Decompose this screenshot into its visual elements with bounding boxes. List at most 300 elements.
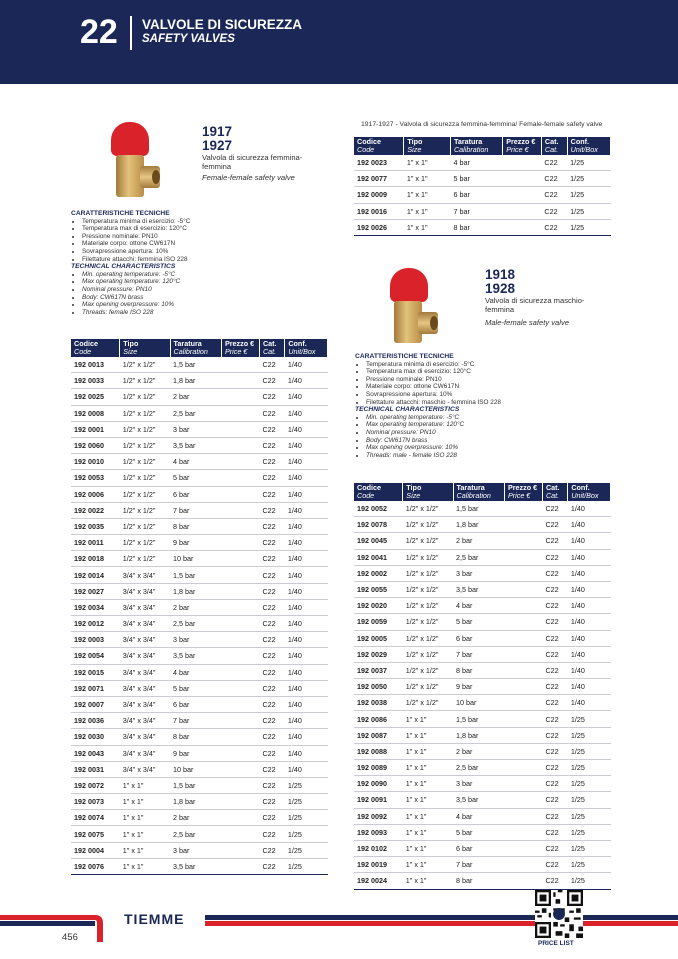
calibration-cell: 2 bar (170, 389, 221, 405)
category-cell: C22 (542, 840, 567, 856)
size-cell: 1/2" x 1/2" (120, 551, 170, 567)
price-cell (221, 567, 259, 583)
code-cell: 192 0019 (354, 857, 403, 873)
category-cell: C22 (542, 679, 567, 695)
price-cell (221, 373, 259, 389)
calibration-cell: 5 bar (170, 470, 221, 486)
spec-item: • Max opening overpressure: 10% (366, 444, 615, 452)
code-cell: 192 0012 (71, 616, 120, 632)
product-description: Valvola di sicurezza femmina-femmina (202, 153, 303, 171)
calibration-cell: 1,5 bar (453, 711, 504, 727)
size-cell: 1" x 1" (403, 776, 453, 792)
price-cell (221, 729, 259, 745)
category-cell: C22 (259, 648, 284, 664)
size-cell: 1/2" x 1/2" (120, 470, 170, 486)
price-cell (504, 646, 542, 662)
table-row (71, 680, 328, 696)
price-cell (504, 857, 542, 873)
calibration-cell: 2 bar (453, 533, 504, 549)
price-cell (504, 840, 542, 856)
code-cell: 192 0088 (354, 743, 403, 759)
box-cell: 1/40 (285, 745, 328, 761)
size-cell: 1" x 1" (120, 826, 170, 842)
calibration-cell: 3,5 bar (170, 858, 221, 874)
table-row (71, 518, 328, 534)
spec-list-it (71, 218, 331, 264)
box-cell: 1/40 (285, 648, 328, 664)
size-cell: 3/4" x 3/4" (120, 729, 170, 745)
size-cell: 3/4" x 3/4" (120, 567, 170, 583)
table-row (354, 695, 611, 711)
calibration-cell: 4 bar (453, 808, 504, 824)
category-cell: C22 (259, 745, 284, 761)
code-cell: 192 0030 (71, 729, 120, 745)
page-number: 456 (62, 932, 78, 943)
calibration-cell: 8 bar (453, 662, 504, 678)
price-cell (504, 533, 542, 549)
box-cell: 1/40 (568, 549, 611, 565)
size-cell: 1" x 1" (403, 840, 453, 856)
size-cell: 1/2" x 1/2" (120, 486, 170, 502)
category-cell: C22 (259, 777, 284, 793)
price-cell (504, 792, 542, 808)
calibration-cell: 2 bar (453, 743, 504, 759)
column-header: Codice Code (354, 137, 404, 155)
box-cell: 1/40 (568, 614, 611, 630)
box-cell: 1/40 (285, 680, 328, 696)
qr-label: PRICE LIST (538, 940, 574, 947)
spec-item: • Pressione nominale: PN10 (366, 376, 615, 384)
table-row (354, 614, 611, 630)
table-row (354, 760, 611, 776)
price-cell (503, 187, 542, 203)
calibration-cell: 2,5 bar (170, 405, 221, 421)
size-cell: 1/2" x 1/2" (120, 518, 170, 534)
table-row (71, 810, 328, 826)
box-cell: 1/40 (285, 373, 328, 389)
table-row (71, 405, 328, 421)
price-cell (504, 565, 542, 581)
table-row (71, 502, 328, 518)
calibration-cell: 7 bar (170, 502, 221, 518)
size-cell: 1/2" x 1/2" (403, 662, 453, 678)
column-header: Codice Code (71, 339, 120, 357)
table-row (354, 824, 611, 840)
spec-list-en (355, 414, 615, 460)
price-cell (221, 454, 259, 470)
price-cell (221, 826, 259, 842)
category-cell: C22 (542, 501, 567, 517)
size-cell: 1/2" x 1/2" (120, 405, 170, 421)
size-cell: 1" x 1" (403, 873, 453, 889)
category-cell: C22 (259, 518, 284, 534)
calibration-cell: 10 bar (170, 551, 221, 567)
box-cell: 1/40 (285, 664, 328, 680)
category-cell: C22 (542, 662, 567, 678)
calibration-cell: 8 bar (170, 729, 221, 745)
product-image-1918 (384, 268, 444, 343)
category-cell: C22 (259, 583, 284, 599)
table-row (71, 713, 328, 729)
size-cell: 3/4" x 3/4" (120, 664, 170, 680)
code-cell: 192 0050 (354, 679, 403, 695)
price-cell (504, 501, 542, 517)
category-cell: C22 (542, 743, 567, 759)
price-cell (221, 761, 259, 777)
category-cell: C22 (542, 581, 567, 597)
category-cell: C22 (259, 794, 284, 810)
category-cell: C22 (542, 808, 567, 824)
price-cell (221, 632, 259, 648)
column-header: Cat. Cat. (542, 483, 567, 501)
size-cell: 3/4" x 3/4" (120, 761, 170, 777)
table-row (354, 187, 611, 203)
code-cell: 192 0087 (354, 727, 403, 743)
box-cell: 1/40 (568, 517, 611, 533)
spec-item: • Sovrapressione apertura: 10% (366, 391, 615, 399)
spec-item: • Min. operating temperature: -5°C (82, 271, 331, 279)
price-cell (504, 873, 542, 889)
qr-code-icon[interactable] (535, 890, 583, 938)
price-cell (504, 614, 542, 630)
box-cell: 1/40 (568, 581, 611, 597)
code-cell: 192 0009 (354, 187, 404, 203)
table-row (354, 873, 611, 889)
table-row (354, 565, 611, 581)
calibration-cell: 10 bar (170, 761, 221, 777)
table-row (71, 842, 328, 858)
table-row (354, 776, 611, 792)
price-cell (504, 598, 542, 614)
price-cell (504, 662, 542, 678)
code-cell: 192 0033 (71, 373, 120, 389)
spec-list-en (71, 271, 331, 317)
calibration-cell: 2,5 bar (453, 760, 504, 776)
product-code-secondary: 1927 (202, 138, 233, 153)
price-cell (221, 648, 259, 664)
calibration-cell: 5 bar (450, 171, 502, 187)
code-cell: 192 0052 (354, 501, 403, 517)
spec-item: • Min. operating temperature: -5°C (366, 414, 615, 422)
category-cell: C22 (259, 842, 284, 858)
size-cell: 1" x 1" (404, 155, 451, 171)
size-cell: 1" x 1" (403, 792, 453, 808)
table-row (354, 711, 611, 727)
category-cell: C22 (259, 761, 284, 777)
category-cell: C22 (542, 873, 567, 889)
size-cell: 1/2" x 1/2" (120, 357, 170, 373)
spec-item: • Filettature attacchi: maschio - femmina ISO 228 (366, 399, 615, 407)
box-cell: 1/40 (285, 470, 328, 486)
price-cell (221, 616, 259, 632)
size-cell: 1/2" x 1/2" (403, 533, 453, 549)
box-cell: 1/25 (568, 873, 611, 889)
category-cell: C22 (542, 695, 567, 711)
price-cell (504, 808, 542, 824)
price-table-ff (71, 339, 328, 875)
spec-item: • Nominal pressure: PN10 (366, 429, 615, 437)
calibration-cell: 3,5 bar (170, 648, 221, 664)
table-row (354, 533, 611, 549)
size-cell: 1" x 1" (120, 794, 170, 810)
price-cell (221, 470, 259, 486)
category-cell: C22 (542, 565, 567, 581)
category-cell: C22 (542, 630, 567, 646)
page-header (0, 0, 678, 84)
size-cell: 3/4" x 3/4" (120, 616, 170, 632)
table-row (354, 501, 611, 517)
spec-list-it (355, 361, 615, 407)
box-cell: 1/40 (285, 518, 328, 534)
category-cell: C22 (259, 729, 284, 745)
calibration-cell: 8 bar (453, 873, 504, 889)
size-cell: 1/2" x 1/2" (120, 373, 170, 389)
size-cell: 1" x 1" (404, 171, 451, 187)
calibration-cell: 5 bar (170, 680, 221, 696)
code-cell: 192 0038 (354, 695, 403, 711)
calibration-cell: 3 bar (453, 776, 504, 792)
price-cell (221, 680, 259, 696)
price-cell (221, 777, 259, 793)
box-cell: 1/25 (568, 824, 611, 840)
category-cell: C22 (259, 421, 284, 437)
table-row (71, 794, 328, 810)
code-cell: 192 0059 (354, 614, 403, 630)
table-row (71, 421, 328, 437)
size-cell: 1" x 1" (120, 858, 170, 874)
column-header: Prezzo € Price € (504, 483, 542, 501)
code-cell: 192 0001 (71, 421, 120, 437)
spec-item: • Threads: male - female ISO 228 (366, 452, 615, 460)
box-cell: 1/25 (285, 810, 328, 826)
calibration-cell: 1,8 bar (170, 583, 221, 599)
box-cell: 1/40 (568, 630, 611, 646)
box-cell: 1/25 (285, 826, 328, 842)
price-table-mf (354, 483, 611, 890)
calibration-cell: 3,5 bar (453, 792, 504, 808)
calibration-cell: 4 bar (170, 664, 221, 680)
box-cell: 1/40 (285, 696, 328, 712)
code-cell: 192 0023 (354, 155, 404, 171)
code-cell: 192 0092 (354, 808, 403, 824)
code-cell: 192 0018 (71, 551, 120, 567)
code-cell: 192 0041 (354, 549, 403, 565)
box-cell: 1/25 (285, 794, 328, 810)
code-cell: 192 0007 (71, 696, 120, 712)
calibration-cell: 7 bar (170, 713, 221, 729)
size-cell: 1/2" x 1/2" (120, 535, 170, 551)
category-cell: C22 (542, 792, 567, 808)
size-cell: 3/4" x 3/4" (120, 648, 170, 664)
box-cell: 1/40 (568, 679, 611, 695)
code-cell: 192 0091 (354, 792, 403, 808)
box-cell: 1/40 (568, 646, 611, 662)
category-cell: C22 (542, 517, 567, 533)
spec-item: • Max operating temperature: 120°C (82, 278, 331, 286)
price-cell (221, 842, 259, 858)
size-cell: 1/2" x 1/2" (120, 437, 170, 453)
code-cell: 192 0008 (71, 405, 120, 421)
calibration-cell: 5 bar (453, 614, 504, 630)
category-cell: C22 (542, 614, 567, 630)
calibration-cell: 1,5 bar (170, 357, 221, 373)
price-cell (221, 551, 259, 567)
table-row (71, 373, 328, 389)
code-cell: 192 0002 (354, 565, 403, 581)
product-image-1917 (104, 122, 164, 197)
size-cell: 1" x 1" (120, 777, 170, 793)
spec-item: • Pressione nominale: PN10 (82, 233, 331, 241)
calibration-cell: 1,5 bar (170, 777, 221, 793)
table-row (71, 454, 328, 470)
column-header: Conf. Unit/Box (568, 483, 611, 501)
column-header: Codice Code (354, 483, 403, 501)
box-cell: 1/40 (568, 501, 611, 517)
code-cell: 192 0025 (71, 389, 120, 405)
category-cell: C22 (259, 664, 284, 680)
calibration-cell: 1,8 bar (170, 373, 221, 389)
calibration-cell: 8 bar (450, 219, 502, 235)
box-cell: 1/25 (568, 727, 611, 743)
calibration-cell: 3 bar (170, 421, 221, 437)
category-cell: C22 (542, 598, 567, 614)
price-cell (221, 357, 259, 373)
calibration-cell: 3 bar (453, 565, 504, 581)
price-cell (221, 794, 259, 810)
box-cell: 1/40 (285, 616, 328, 632)
spec-item: • Sovrapressione apertura: 10% (82, 248, 331, 256)
code-cell: 192 0060 (71, 437, 120, 453)
category-cell: C22 (259, 357, 284, 373)
calibration-cell: 3,5 bar (453, 581, 504, 597)
table-row (354, 727, 611, 743)
table-row (354, 662, 611, 678)
section-number: 22 (80, 13, 118, 51)
table-row (71, 486, 328, 502)
calibration-cell: 6 bar (453, 840, 504, 856)
price-cell (221, 535, 259, 551)
box-cell: 1/25 (567, 187, 610, 203)
product-code-primary: 1917 (202, 124, 233, 139)
category-cell: C22 (542, 646, 567, 662)
box-cell: 1/25 (568, 792, 611, 808)
price-cell (504, 776, 542, 792)
price-cell (504, 727, 542, 743)
size-cell: 1/2" x 1/2" (120, 389, 170, 405)
spec-item: • Threads: female ISO 228 (82, 309, 331, 317)
box-cell: 1/40 (285, 583, 328, 599)
size-cell: 1/2" x 1/2" (403, 517, 453, 533)
spec-item: • Temperatura max di esercizio: 120°C (82, 225, 331, 233)
category-cell: C22 (541, 187, 567, 203)
calibration-cell: 10 bar (453, 695, 504, 711)
box-cell: 1/40 (285, 567, 328, 583)
code-cell: 192 0071 (71, 680, 120, 696)
size-cell: 1/2" x 1/2" (403, 501, 453, 517)
price-cell (221, 486, 259, 502)
table-row (354, 840, 611, 856)
box-cell: 1/25 (568, 760, 611, 776)
spec-heading-it: CARATTERISTICHE TECNICHE (355, 353, 454, 360)
category-cell: C22 (259, 389, 284, 405)
table-row (71, 616, 328, 632)
category-cell: C22 (541, 203, 567, 219)
spec-heading-it: CARATTERISTICHE TECNICHE (71, 210, 170, 217)
header-divider (130, 16, 132, 50)
table-row (354, 857, 611, 873)
category-cell: C22 (542, 824, 567, 840)
code-cell: 192 0027 (71, 583, 120, 599)
box-cell: 1/25 (567, 171, 610, 187)
calibration-cell: 3,5 bar (170, 437, 221, 453)
size-cell: 1" x 1" (403, 743, 453, 759)
size-cell: 3/4" x 3/4" (120, 583, 170, 599)
code-cell: 192 0093 (354, 824, 403, 840)
price-cell (504, 824, 542, 840)
size-cell: 1/2" x 1/2" (403, 581, 453, 597)
calibration-cell: 6 bar (170, 486, 221, 502)
box-cell: 1/25 (567, 219, 610, 235)
spec-item: • Temperatura minima di esercizio: -5°C (82, 218, 331, 226)
price-cell (503, 171, 542, 187)
size-cell: 1/2" x 1/2" (403, 679, 453, 695)
size-cell: 1/2" x 1/2" (403, 614, 453, 630)
spec-item: • Body: CW617N brass (366, 437, 615, 445)
table-row (354, 792, 611, 808)
calibration-cell: 2 bar (170, 599, 221, 615)
code-cell: 192 0006 (71, 486, 120, 502)
column-header: Conf. Unit/Box (285, 339, 328, 357)
table-row (71, 826, 328, 842)
table-row (71, 664, 328, 680)
size-cell: 3/4" x 3/4" (120, 680, 170, 696)
code-cell: 192 0022 (71, 502, 120, 518)
calibration-cell: 2,5 bar (170, 826, 221, 842)
box-cell: 1/40 (285, 389, 328, 405)
price-cell (221, 745, 259, 761)
table-row (354, 743, 611, 759)
calibration-cell: 4 bar (450, 155, 502, 171)
category-cell: C22 (259, 680, 284, 696)
calibration-cell: 2 bar (170, 810, 221, 826)
code-cell: 192 0035 (71, 518, 120, 534)
code-cell: 192 0073 (71, 794, 120, 810)
table-row (71, 761, 328, 777)
calibration-cell: 6 bar (453, 630, 504, 646)
code-cell: 192 0031 (71, 761, 120, 777)
code-cell: 192 0015 (71, 664, 120, 680)
brand-logo: TIEMME (124, 911, 185, 927)
price-cell (504, 517, 542, 533)
size-cell: 1/2" x 1/2" (403, 646, 453, 662)
box-cell: 1/25 (568, 711, 611, 727)
technical-specs-2 (355, 353, 615, 459)
category-cell: C22 (259, 567, 284, 583)
size-cell: 1/2" x 1/2" (403, 549, 453, 565)
size-cell: 1/2" x 1/2" (403, 695, 453, 711)
calibration-cell: 6 bar (450, 187, 502, 203)
code-cell: 192 0036 (71, 713, 120, 729)
box-cell: 1/40 (285, 357, 328, 373)
spec-item: • Max operating temperature: 120°C (366, 421, 615, 429)
table-row (71, 567, 328, 583)
code-cell: 192 0004 (71, 842, 120, 858)
calibration-cell: 1,8 bar (453, 727, 504, 743)
table-row (354, 171, 611, 187)
table-row (71, 357, 328, 373)
code-cell: 192 0076 (71, 858, 120, 874)
size-cell: 1" x 1" (120, 810, 170, 826)
